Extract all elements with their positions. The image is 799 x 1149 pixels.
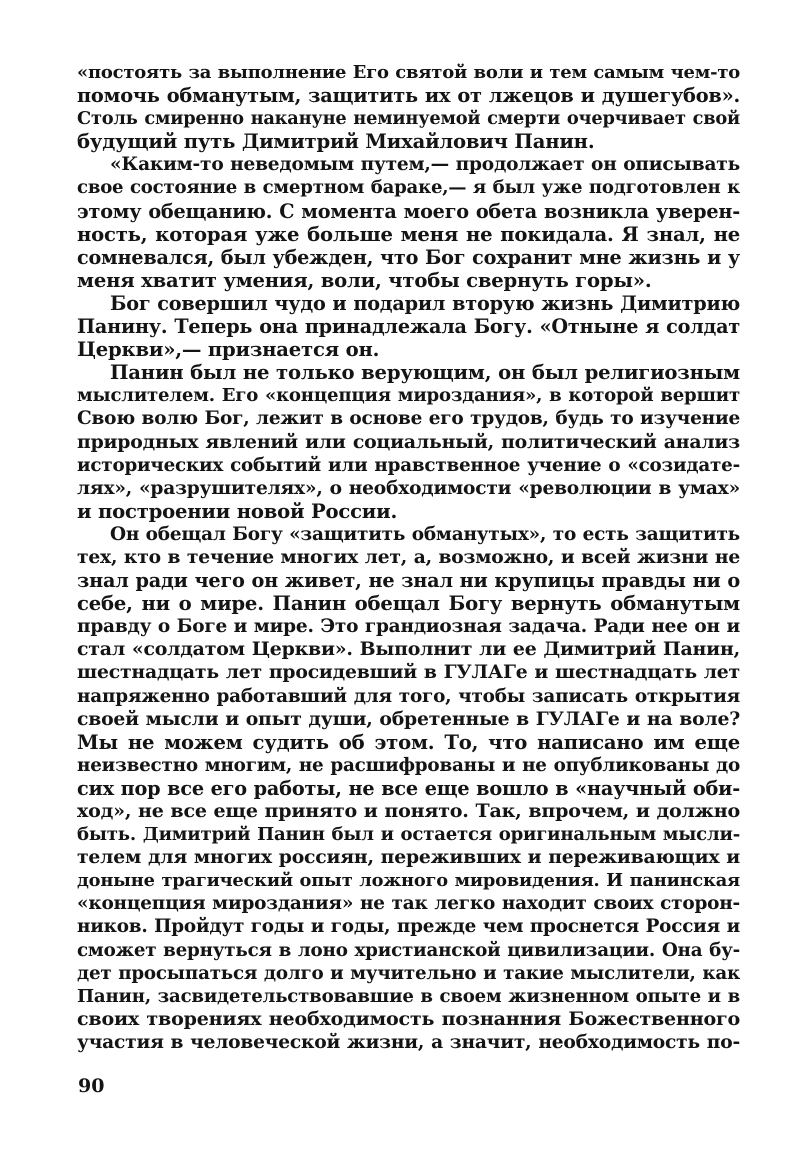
text-line: напряженно работавший для того, чтобы записать открытия: [77, 685, 740, 707]
text-line: доныне трагический опыт ложного мировидения. И панинская: [77, 870, 740, 892]
text-line: ход», не все еще принято и понято. Так, впрочем, и должно: [77, 800, 740, 822]
text-line: участия в человеческой жизни, а значит, необходимость по-: [77, 1031, 740, 1053]
text-line: природных явлений или социальный, политический анализ: [77, 430, 740, 453]
text-line: свое состояние в смертном бараке,— я был уже подготовлен к: [77, 177, 740, 199]
text-line: Бог совершил чудо и подарил вторую жизнь Димитрию: [110, 291, 740, 315]
page-number: 90: [78, 1075, 105, 1097]
text-line: правду о Боге и мире. Это грандиозная задача. Ради нее он и: [77, 616, 740, 638]
text-line: своих творениях необходимость познанния Божественного: [77, 1007, 740, 1030]
page-body-text: [77, 61, 740, 1054]
text-line: себе, ни о мире. Панин обещал Богу вернуть обманутым: [77, 592, 740, 616]
text-line: тех, кто в течение многих лет, а, возможно, и всей жизни не: [77, 545, 740, 568]
text-line: Свою волю Бог, лежит в основе его трудов, будь то изучение: [77, 408, 740, 430]
text-line: Церкви»,— признается он.: [77, 338, 380, 362]
text-line: сможет вернуться в лоно христианской цивилизации. Она бу-: [77, 939, 740, 961]
text-line: своей мысли и опыт души, обретенные в ГУЛАГе и на воле?: [77, 707, 740, 730]
text-line: Он обещал Богу «защитить обманутых», то есть защитить: [110, 523, 740, 545]
text-line: будущий путь Димитрий Михайлович Панин.: [77, 130, 595, 154]
text-line: неизвестно многим, не расшифрованы и не опубликованы до: [77, 754, 740, 776]
text-line: «концепция мироздания» не так легко находит своих сторон-: [77, 893, 740, 915]
text-line: мыслителем. Его «концепция мироздания», в которой вершит: [77, 385, 740, 407]
text-line: Панин, засвидетельствовавшие в своем жизненном опыте и в: [77, 985, 740, 1007]
text-line: и построении новой России.: [77, 499, 398, 523]
text-line: помочь обманутым, защитить их от лжецов и душегубов».: [77, 84, 740, 108]
text-line: шестнадцать лет просидевший в ГУЛАГе и шестнадцать лет: [77, 661, 740, 684]
text-line: быть. Димитрий Панин был и остается оригинальным мысли-: [77, 824, 740, 846]
text-line: меня хватит умения, воли, чтобы свернуть горы».: [77, 268, 652, 292]
text-line: «Каким-то неведомым путем,— продолжает он описывать: [110, 154, 740, 176]
text-line: ность, которая уже больше меня не покидала. Я знал, не: [77, 222, 740, 246]
text-line: Панину. Теперь она принадлежала Богу. «Отныне я солдат: [77, 315, 740, 339]
text-line: ников. Пройдут годы и годы, прежде чем проснется Россия и: [77, 916, 740, 938]
text-line: сих пор все его работы, не все еще вошло в «научный оби-: [77, 776, 740, 800]
text-line: Столь смиренно накануне неминуемой смерти очерчивает свой: [77, 108, 740, 130]
text-line: исторических событий или нравственное учение о «созидате-: [77, 454, 740, 476]
text-line: Мы не можем судить об этом. То, что написано им еще: [77, 730, 740, 754]
text-line: лях», «разрушителях», о необходимости «революции в умах»: [77, 477, 740, 499]
text-line: телем для многих россиян, переживших и переживающих и: [77, 846, 740, 869]
text-line: знал ради чего он живет, не знал ни крупицы правды ни о: [77, 569, 740, 593]
text-line: сомневался, был убежден, что Бог сохранит мне жизнь и у: [77, 245, 740, 269]
text-line: Панин был не только верующим, он был религиозным: [110, 361, 740, 385]
text-line: стал «солдатом Церкви». Выполнит ли ее Димитрий Панин,: [77, 638, 740, 661]
text-line: дет просыпаться долго и мучительно и такие мыслители, как: [77, 962, 740, 984]
text-line: «постоять за выполнение Его святой воли и тем самым чем-то: [77, 62, 740, 83]
text-line: этому обещанию. С момента моего обета возникла уверен-: [77, 199, 740, 223]
